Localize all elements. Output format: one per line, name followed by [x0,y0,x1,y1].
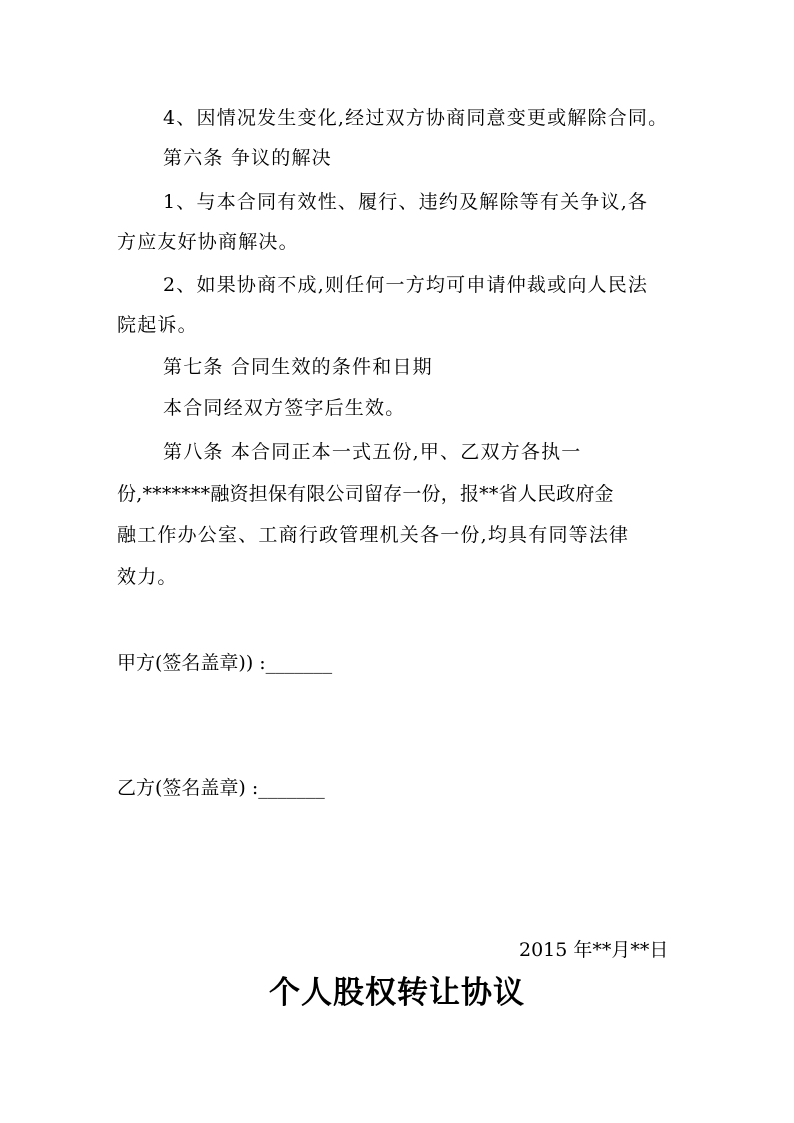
article-8-line-4: 效力。 [117,566,178,588]
article-6-heading: 第六条 争议的解决 [163,147,332,169]
clause-4-paragraph: 4、因情况发生变化,经过双方协商同意变更或解除合同。 [163,107,669,129]
next-document-title: 个人股权转让协议 [269,975,525,1011]
article-7-heading: 第七条 合同生效的条件和日期 [163,356,433,378]
article-8-line-1: 第八条 本合同正本一式五份,甲、乙双方各执一 [163,441,582,463]
party-a-signature-line: 甲方(签名盖章)) :_______ [117,652,333,674]
article-6-item-2-line-1: 2、如果协商不成,则任何一方均可申请仲裁或向人民法 [163,274,649,296]
party-b-signature-line: 乙方(签名盖章) :_______ [117,777,325,799]
article-6-item-1-line-2: 方应友好协商解决。 [117,231,299,253]
article-8-line-3: 融工作办公室、工商行政管理机关各一份,均具有同等法律 [117,524,630,546]
article-7-body: 本合同经双方签字后生效。 [163,397,406,419]
article-6-item-2-line-2: 院起诉。 [117,314,198,336]
signing-date: 2015 年**月**日 [519,939,669,961]
article-8-line-2: 份,*******融资担保有限公司留存一份，报**省人民政府金 [117,483,614,505]
article-6-item-1-line-1: 1、与本合同有效性、履行、违约及解除等有关争议,各 [163,191,649,213]
